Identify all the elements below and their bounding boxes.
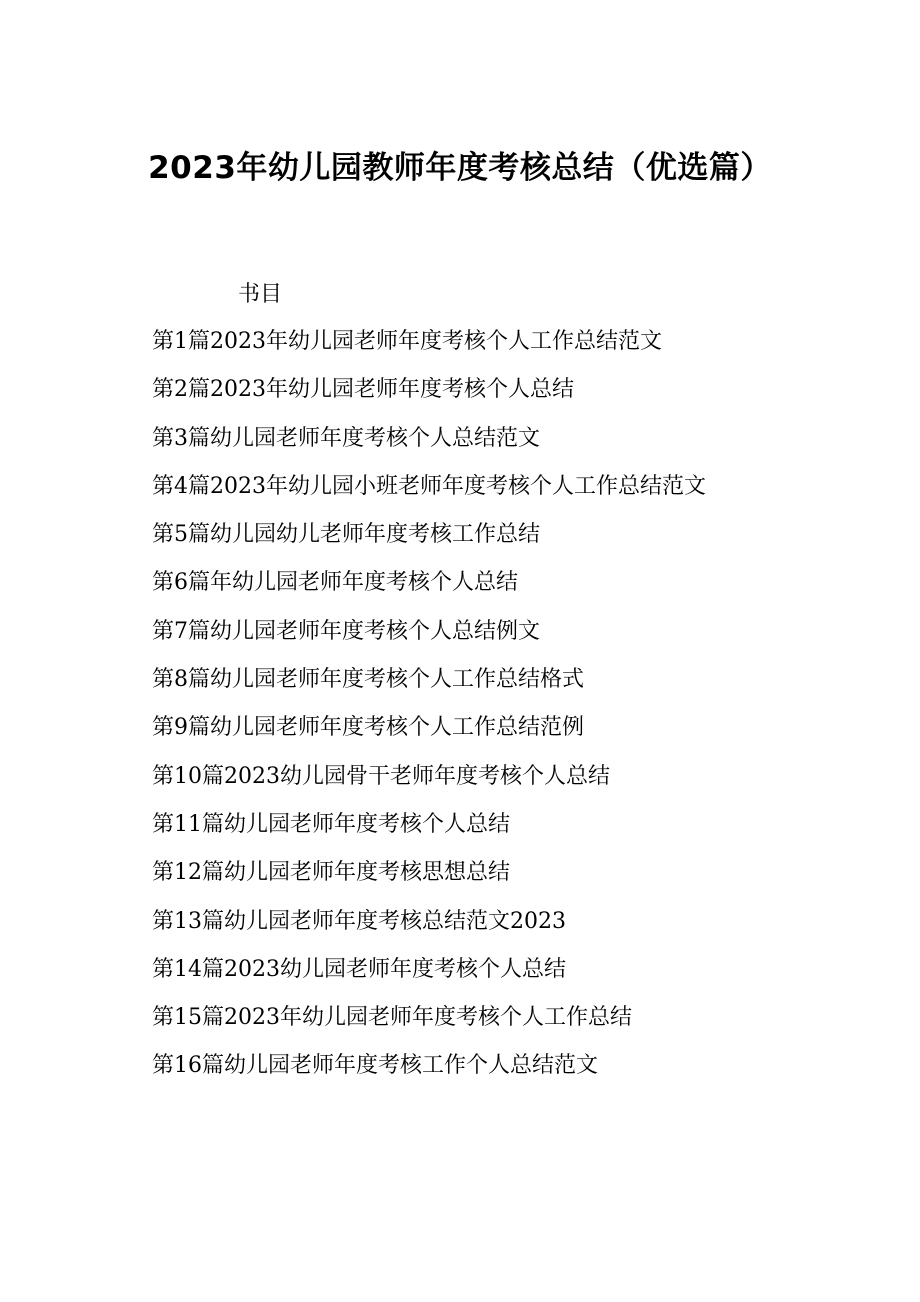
toc-item-9: 第9篇幼儿园老师年度考核个人工作总结范例 — [152, 715, 584, 741]
toc-item-4: 第4篇2023年幼儿园小班老师年度考核个人工作总结范文 — [152, 473, 706, 499]
toc-item-10: 第10篇2023幼儿园骨干老师年度考核个人总结 — [152, 763, 610, 789]
toc-item-2: 第2篇2023年幼儿园老师年度考核个人总结 — [152, 377, 574, 403]
toc-item-1: 第1篇2023年幼儿园老师年度考核个人工作总结范文 — [152, 329, 662, 354]
toc-item-5: 第5篇幼儿园幼儿老师年度考核工作总结 — [152, 522, 540, 548]
toc-item-6: 第6篇年幼儿园老师年度考核个人总结 — [152, 570, 518, 596]
toc-heading: 书目 — [238, 282, 283, 307]
toc-item-12: 第12篇幼儿园老师年度考核思想总结 — [152, 860, 510, 886]
table-of-contents — [152, 327, 872, 1100]
document-title: 2023年幼儿园教师年度考核总结（优选篇） — [148, 150, 772, 186]
toc-item-16: 第16篇幼儿园老师年度考核工作个人总结范文 — [152, 1053, 598, 1079]
toc-item-13: 第13篇幼儿园老师年度考核总结范文2023 — [152, 908, 566, 934]
toc-item-15: 第15篇2023年幼儿园老师年度考核个人工作总结 — [152, 1005, 632, 1031]
toc-item-8: 第8篇幼儿园老师年度考核个人工作总结格式 — [152, 667, 584, 693]
toc-item-11: 第11篇幼儿园老师年度考核个人总结 — [152, 811, 510, 837]
toc-item-3: 第3篇幼儿园老师年度考核个人总结范文 — [152, 425, 540, 451]
toc-item-14: 第14篇2023幼儿园老师年度考核个人总结 — [152, 956, 566, 982]
toc-item-7: 第7篇幼儿园老师年度考核个人总结例文 — [152, 618, 540, 644]
